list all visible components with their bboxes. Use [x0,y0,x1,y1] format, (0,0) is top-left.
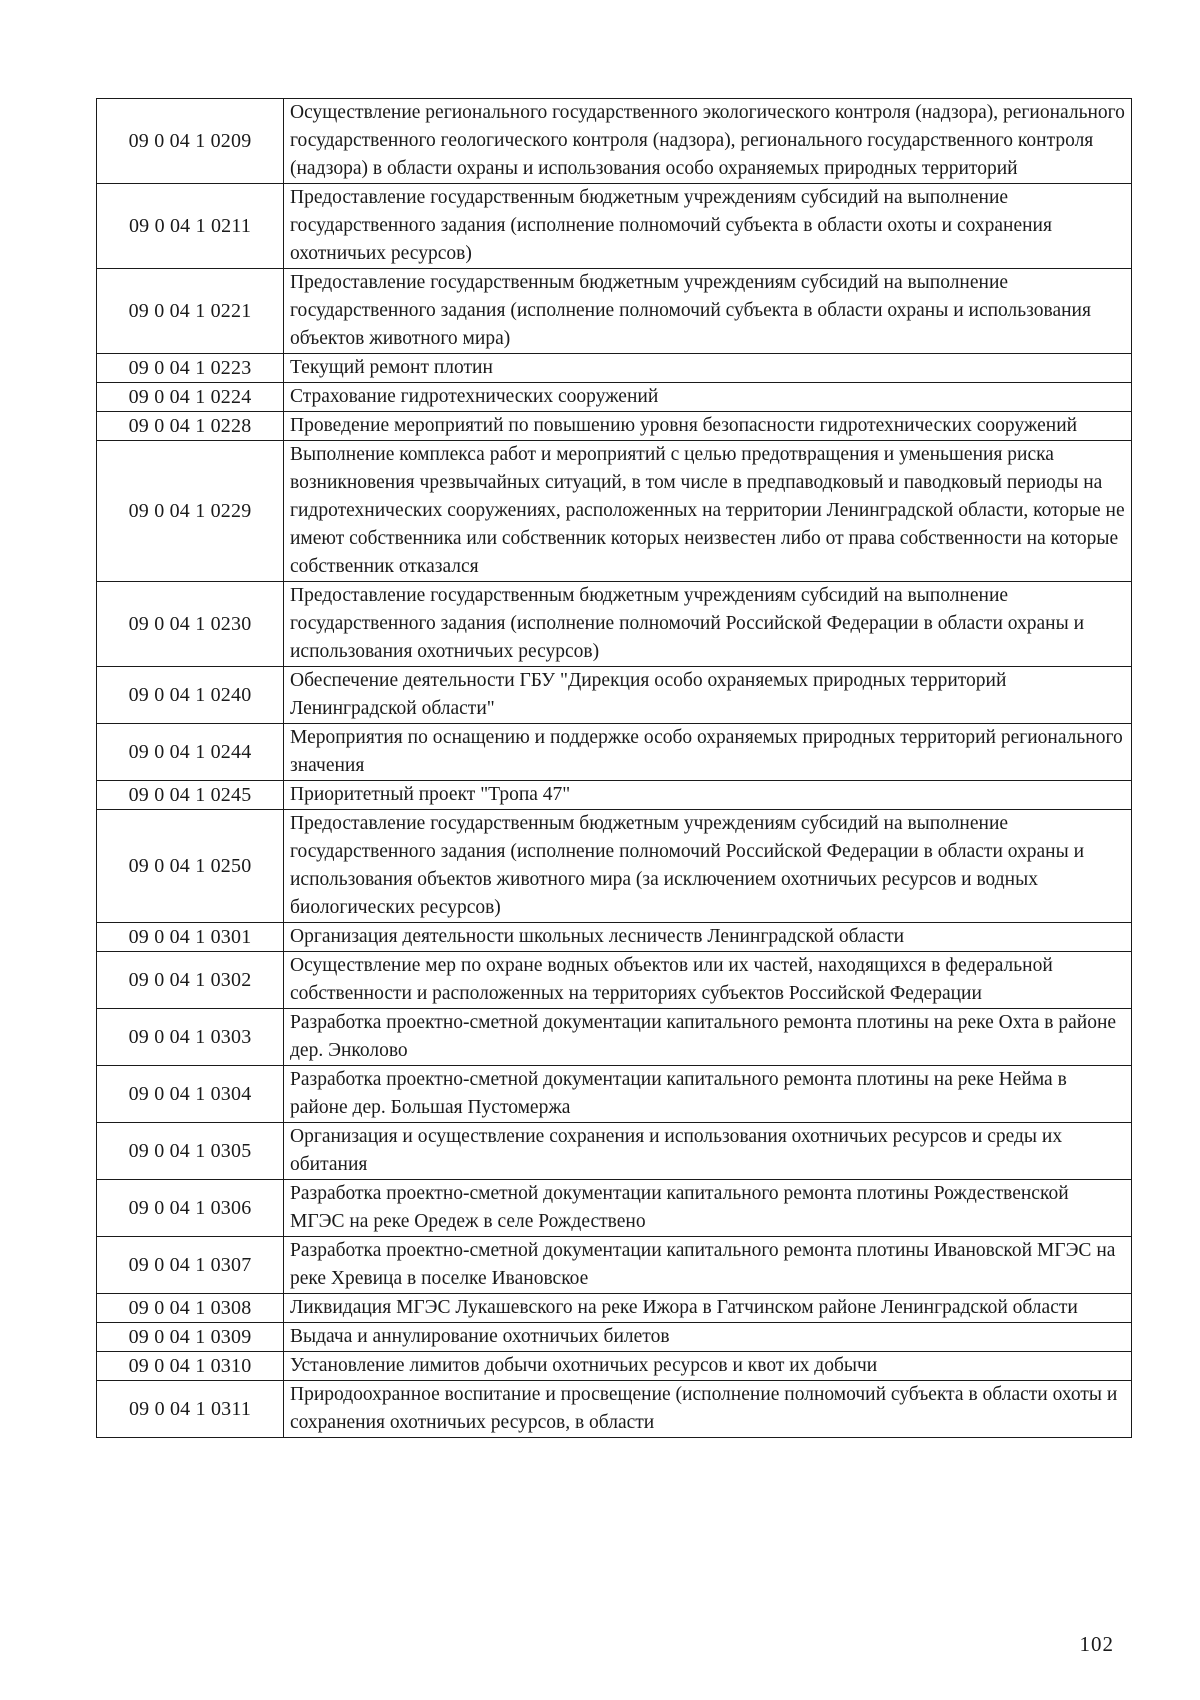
table-row [97,269,1132,354]
row-name: Осуществление регионального государственного экологического контроля (надзора), регионального государственного геологического контроля (надзора), регионального государственного контроля (надзора) в области охраны и использования особо охраняемых природных территорий [284,99,1132,184]
row-name: Разработка проектно-сметной документации капитального ремонта плотины Ивановской МГЭС на реке Хревица в поселке Ивановское [284,1237,1132,1294]
row-code: 09 0 04 1 0303 [97,1009,284,1066]
table-row [97,1180,1132,1237]
row-name: Осуществление мер по охране водных объектов или их частей, находящихся в федеральной собственности и расположенных на территориях субъектов Российской Федерации [284,952,1132,1009]
row-code: 09 0 04 1 0301 [97,923,284,952]
row-code: 09 0 04 1 0250 [97,810,284,923]
row-name: Текущий ремонт плотин [284,354,1132,383]
budget-classification-table [96,98,1132,1438]
table-row [97,184,1132,269]
row-code: 09 0 04 1 0305 [97,1123,284,1180]
row-name: Мероприятия по оснащению и поддержке особо охраняемых природных территорий регионального значения [284,724,1132,781]
row-name: Обеспечение деятельности ГБУ "Дирекция особо охраняемых природных территорий Ленинградской области" [284,667,1132,724]
row-name: Выполнение комплекса работ и мероприятий с целью предотвращения и уменьшения риска возникновения чрезвычайных ситуаций, в том числе в предпаводковый и паводковый периоды на гидротехнических сооружениях, расположенных на территории Ленинградской области, которые не имеют собственника или собственник которых неизвестен либо от права собственности на которые собственник отказался [284,441,1132,582]
row-code: 09 0 04 1 0302 [97,952,284,1009]
table-row [97,724,1132,781]
table-row [97,1381,1132,1438]
row-name: Разработка проектно-сметной документации капитального ремонта плотины на реке Охта в районе дер. Энколово [284,1009,1132,1066]
row-code: 09 0 04 1 0224 [97,383,284,412]
table-row [97,441,1132,582]
row-code: 09 0 04 1 0311 [97,1381,284,1438]
row-code: 09 0 04 1 0244 [97,724,284,781]
row-name: Выдача и аннулирование охотничьих билетов [284,1323,1132,1352]
row-name: Проведение мероприятий по повышению уровня безопасности гидротехнических сооружений [284,412,1132,441]
table-row [97,412,1132,441]
row-name: Природоохранное воспитание и просвещение (исполнение полномочий субъекта в области охоты и сохранения охотничьих ресурсов, в области [284,1381,1132,1438]
row-code: 09 0 04 1 0307 [97,1237,284,1294]
table-row [97,582,1132,667]
row-code: 09 0 04 1 0211 [97,184,284,269]
row-code: 09 0 04 1 0308 [97,1294,284,1323]
table-row [97,952,1132,1009]
table-row [97,923,1132,952]
row-code: 09 0 04 1 0229 [97,441,284,582]
row-name: Разработка проектно-сметной документации капитального ремонта плотины на реке Нейма в районе дер. Большая Пустомержа [284,1066,1132,1123]
row-code: 09 0 04 1 0240 [97,667,284,724]
row-name: Разработка проектно-сметной документации капитального ремонта плотины Рождественской МГЭС на реке Оредеж в селе Рождествено [284,1180,1132,1237]
row-code: 09 0 04 1 0209 [97,99,284,184]
row-code: 09 0 04 1 0306 [97,1180,284,1237]
row-name: Организация деятельности школьных лесничеств Ленинградской области [284,923,1132,952]
row-name: Предоставление государственным бюджетным учреждениям субсидий на выполнение государственного задания (исполнение полномочий субъекта в области охоты и сохранения охотничьих ресурсов) [284,184,1132,269]
table-row [97,667,1132,724]
row-code: 09 0 04 1 0310 [97,1352,284,1381]
table-row [97,1123,1132,1180]
table-row [97,1323,1132,1352]
row-name: Предоставление государственным бюджетным учреждениям субсидий на выполнение государственного задания (исполнение полномочий Российской Федерации в области охраны и использования объектов животного мира (за исключением охотничьих ресурсов и водных биологических ресурсов) [284,810,1132,923]
row-code: 09 0 04 1 0223 [97,354,284,383]
row-name: Страхование гидротехнических сооружений [284,383,1132,412]
table-row [97,1294,1132,1323]
row-code: 09 0 04 1 0309 [97,1323,284,1352]
table-row [97,383,1132,412]
table-row [97,354,1132,383]
row-code: 09 0 04 1 0245 [97,781,284,810]
table-body [97,99,1132,1438]
row-code: 09 0 04 1 0228 [97,412,284,441]
row-name: Установление лимитов добычи охотничьих ресурсов и квот их добычи [284,1352,1132,1381]
page-number: 102 [1079,1632,1114,1656]
table-row [97,810,1132,923]
table-row [97,1237,1132,1294]
row-name: Предоставление государственным бюджетным учреждениям субсидий на выполнение государственного задания (исполнение полномочий субъекта в области охраны и использования объектов животного мира) [284,269,1132,354]
table-row [97,781,1132,810]
row-name: Предоставление государственным бюджетным учреждениям субсидий на выполнение государственного задания (исполнение полномочий Российской Федерации в области охраны и использования охотничьих ресурсов) [284,582,1132,667]
table-row [97,1009,1132,1066]
row-code: 09 0 04 1 0230 [97,582,284,667]
row-code: 09 0 04 1 0221 [97,269,284,354]
table-row [97,1352,1132,1381]
row-name: Ликвидация МГЭС Лукашевского на реке Ижора в Гатчинском районе Ленинградской области [284,1294,1132,1323]
row-name: Организация и осуществление сохранения и использования охотничьих ресурсов и среды их обитания [284,1123,1132,1180]
row-code: 09 0 04 1 0304 [97,1066,284,1123]
row-name: Приоритетный проект "Тропа 47" [284,781,1132,810]
table-row [97,1066,1132,1123]
table-row [97,99,1132,184]
